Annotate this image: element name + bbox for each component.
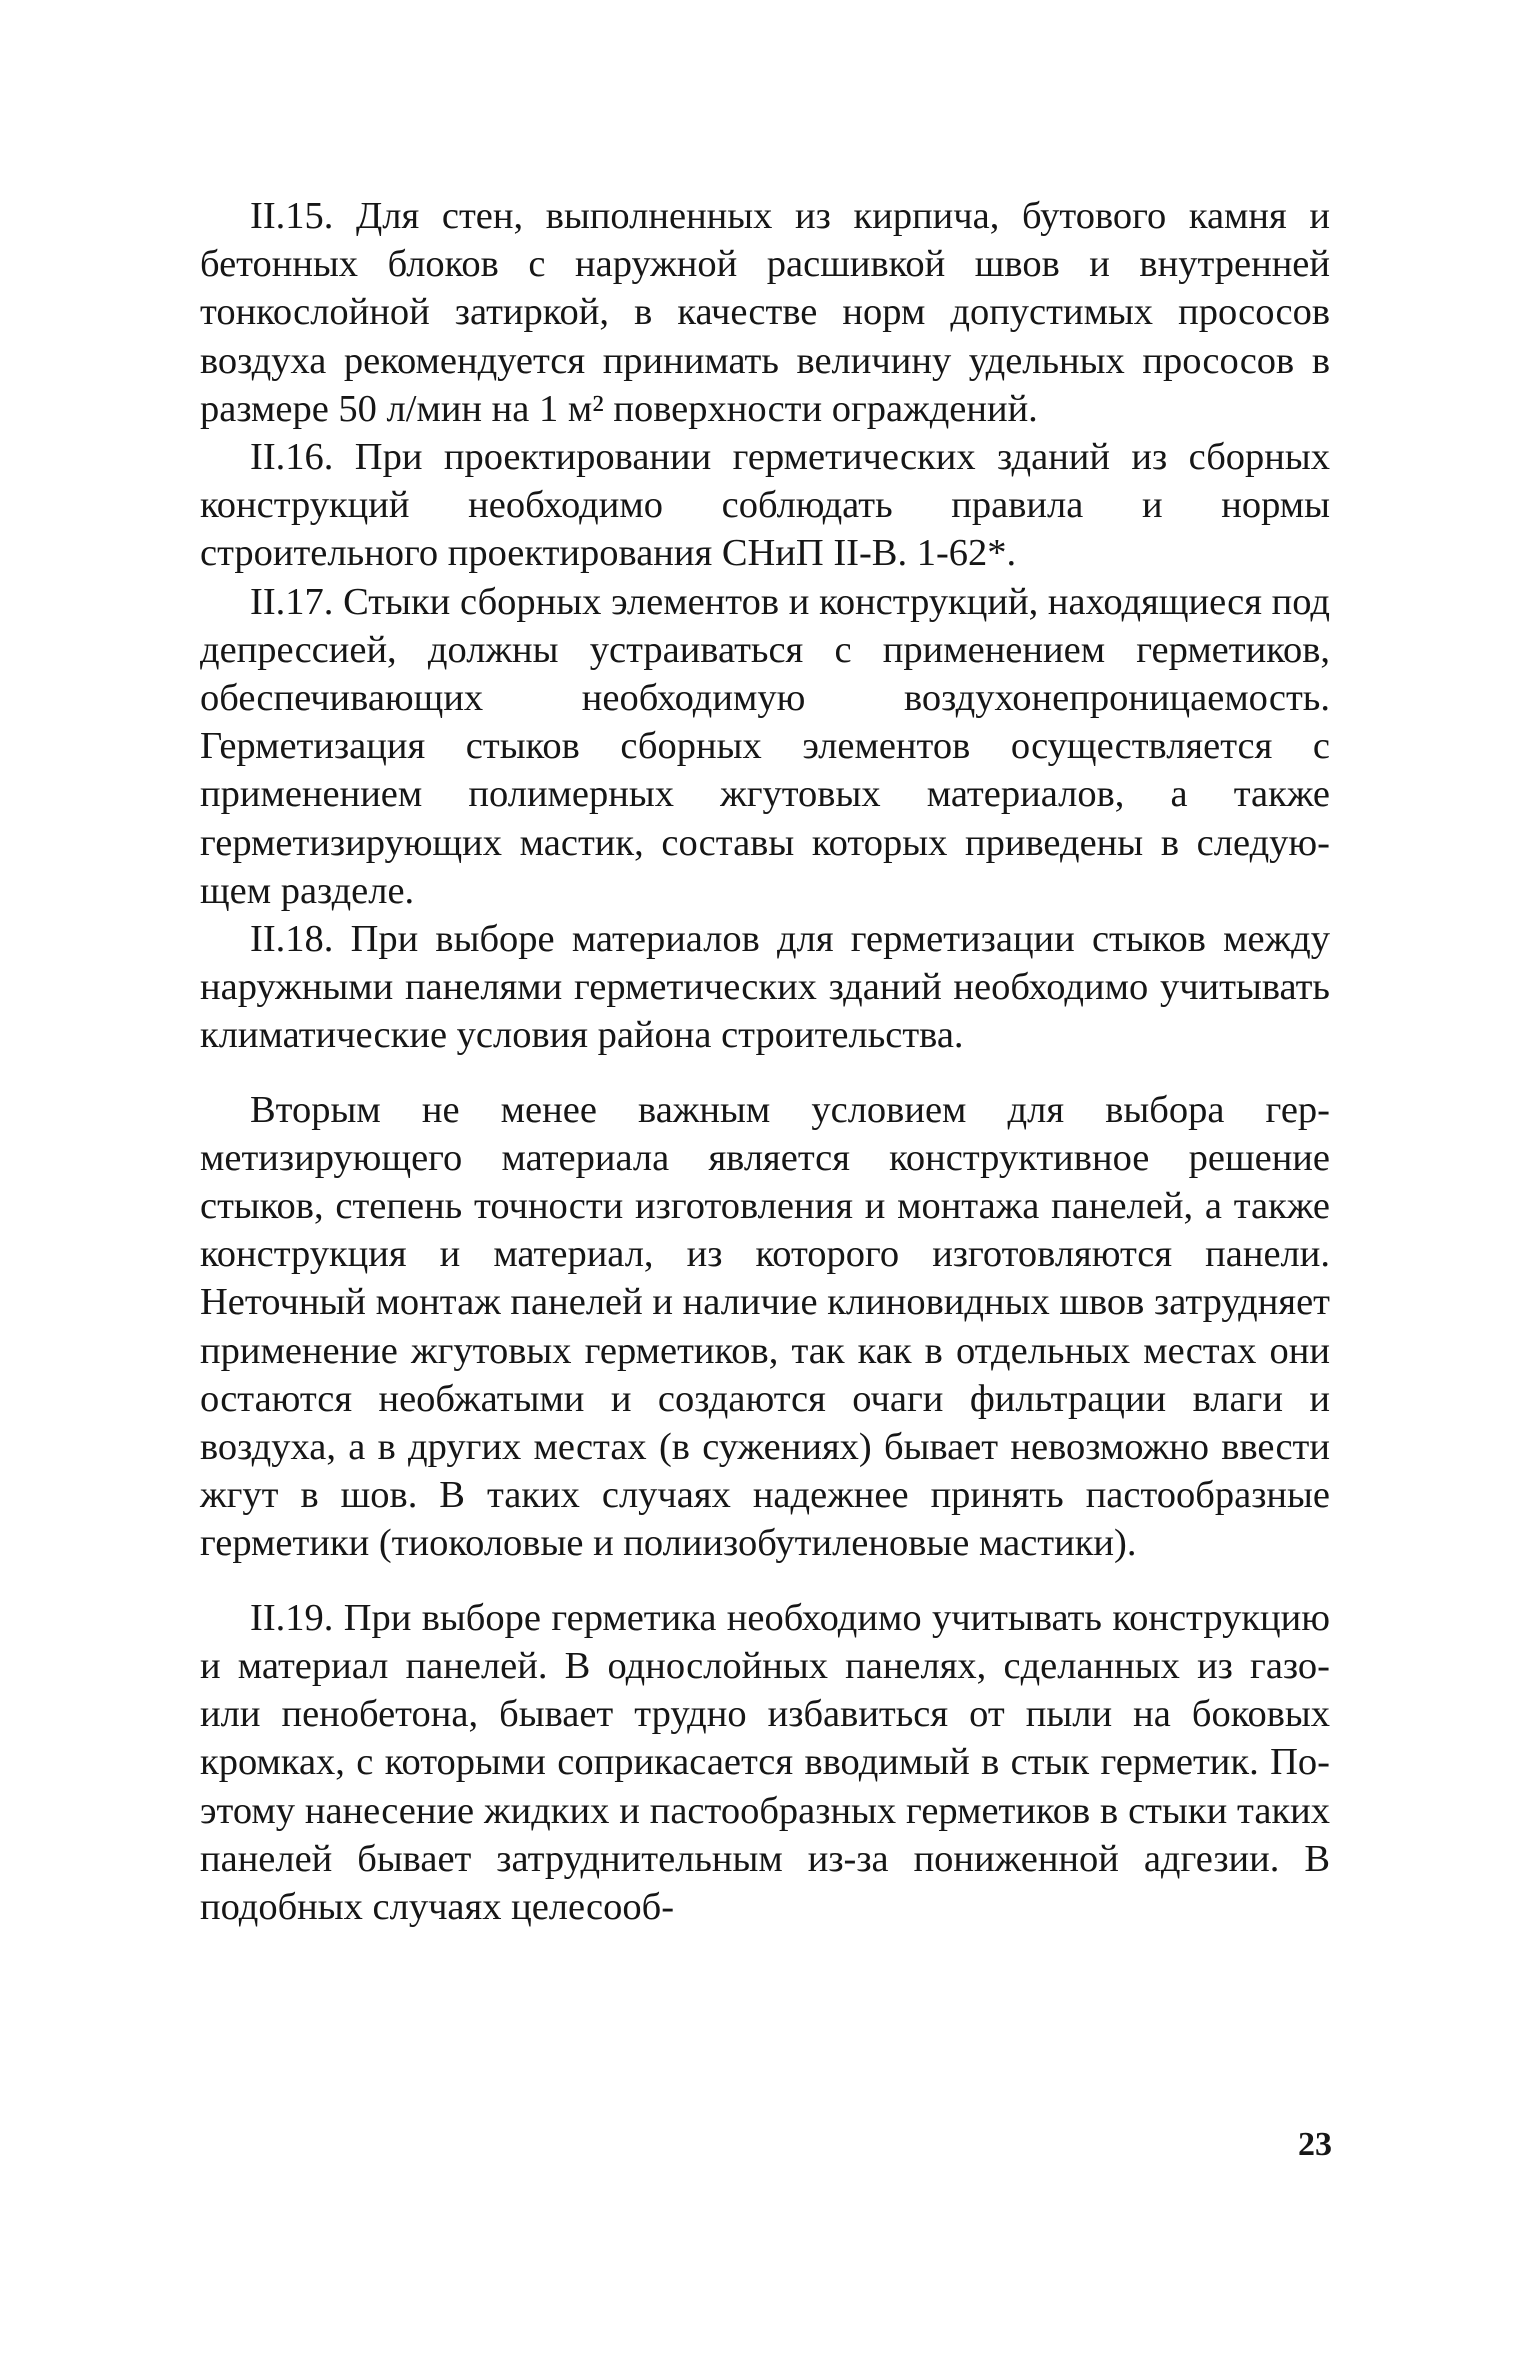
- page-number: 23: [1298, 2126, 1332, 2163]
- paragraph-ii-18: II.18. При выборе материалов для герметизации стыков между наружными панелями герметических зданий необходимо учитывать климатические условия района строительства.: [200, 918, 1330, 1057]
- paragraph-ii-16: II.16. При проектировании герметических зданий из сборных конструкций необходимо соблюдать правила и нормы строительного проектирования СНиП II-В. 1-62*.: [200, 436, 1330, 575]
- paragraph-ii-17: II.17. Стыки сборных элементов и конструкций, находящиеся под депрессией, должны устраиваться с применением герметиков, обеспечивающих необходимую воздухонепроницаемость. Герметизация стыков сборных элементов осуществляется с применением полимерных жгутовых материалов, а также герметизирующих мастик, составы которых приведены в следующем разделе.: [200, 580, 1330, 912]
- body-text: [200, 192, 1330, 1931]
- paragraph-ii-19: II.19. При выборе герметика необходимо учитывать конструкцию и материал панелей. В однослойных панелях, сделанных из газо- или пенобетона, бывает трудно избавиться от пыли на боковых кромках, с которыми соприкасается вводимый в стык герметик. Поэтому нанесение жидких и пастообразных герметиков в стыки таких панелей бывает затруднительным из-за пониженной адгезии. В подобных случаях целесооб-: [200, 1596, 1330, 1928]
- paragraph-ii-15: II.15. Для стен, выполненных из кирпича, бутового камня и бетонных блоков с наружной расшивкой швов и внутренней тонкослойной затиркой, в качестве норм допустимых прососов воздуха рекомендуется принимать величину удельных прососов в размере 50 л/мин на 1 м² поверхности ограждений.: [200, 195, 1330, 430]
- paragraph-second-condition: Вторым не менее важным условием для выбора герметизирующего материала является конструктивное решение стыков, степень точности изготовления и монтажа панелей, а также конструкция и материал, из которого изготовляются панели. Неточный монтаж панелей и наличие клиновидных швов затрудняет применение жгутовых герметиков, так как в отдельных местах они остаются необжатыми и создаются очаги фильтрации влаги и воздуха, а в других местах (в сужениях) бывает невозможно ввести жгут в шов. В таких случаях надежнее принять пастообразные герметики (тиоколовые и полиизобутиленовые мастики).: [200, 1088, 1330, 1565]
